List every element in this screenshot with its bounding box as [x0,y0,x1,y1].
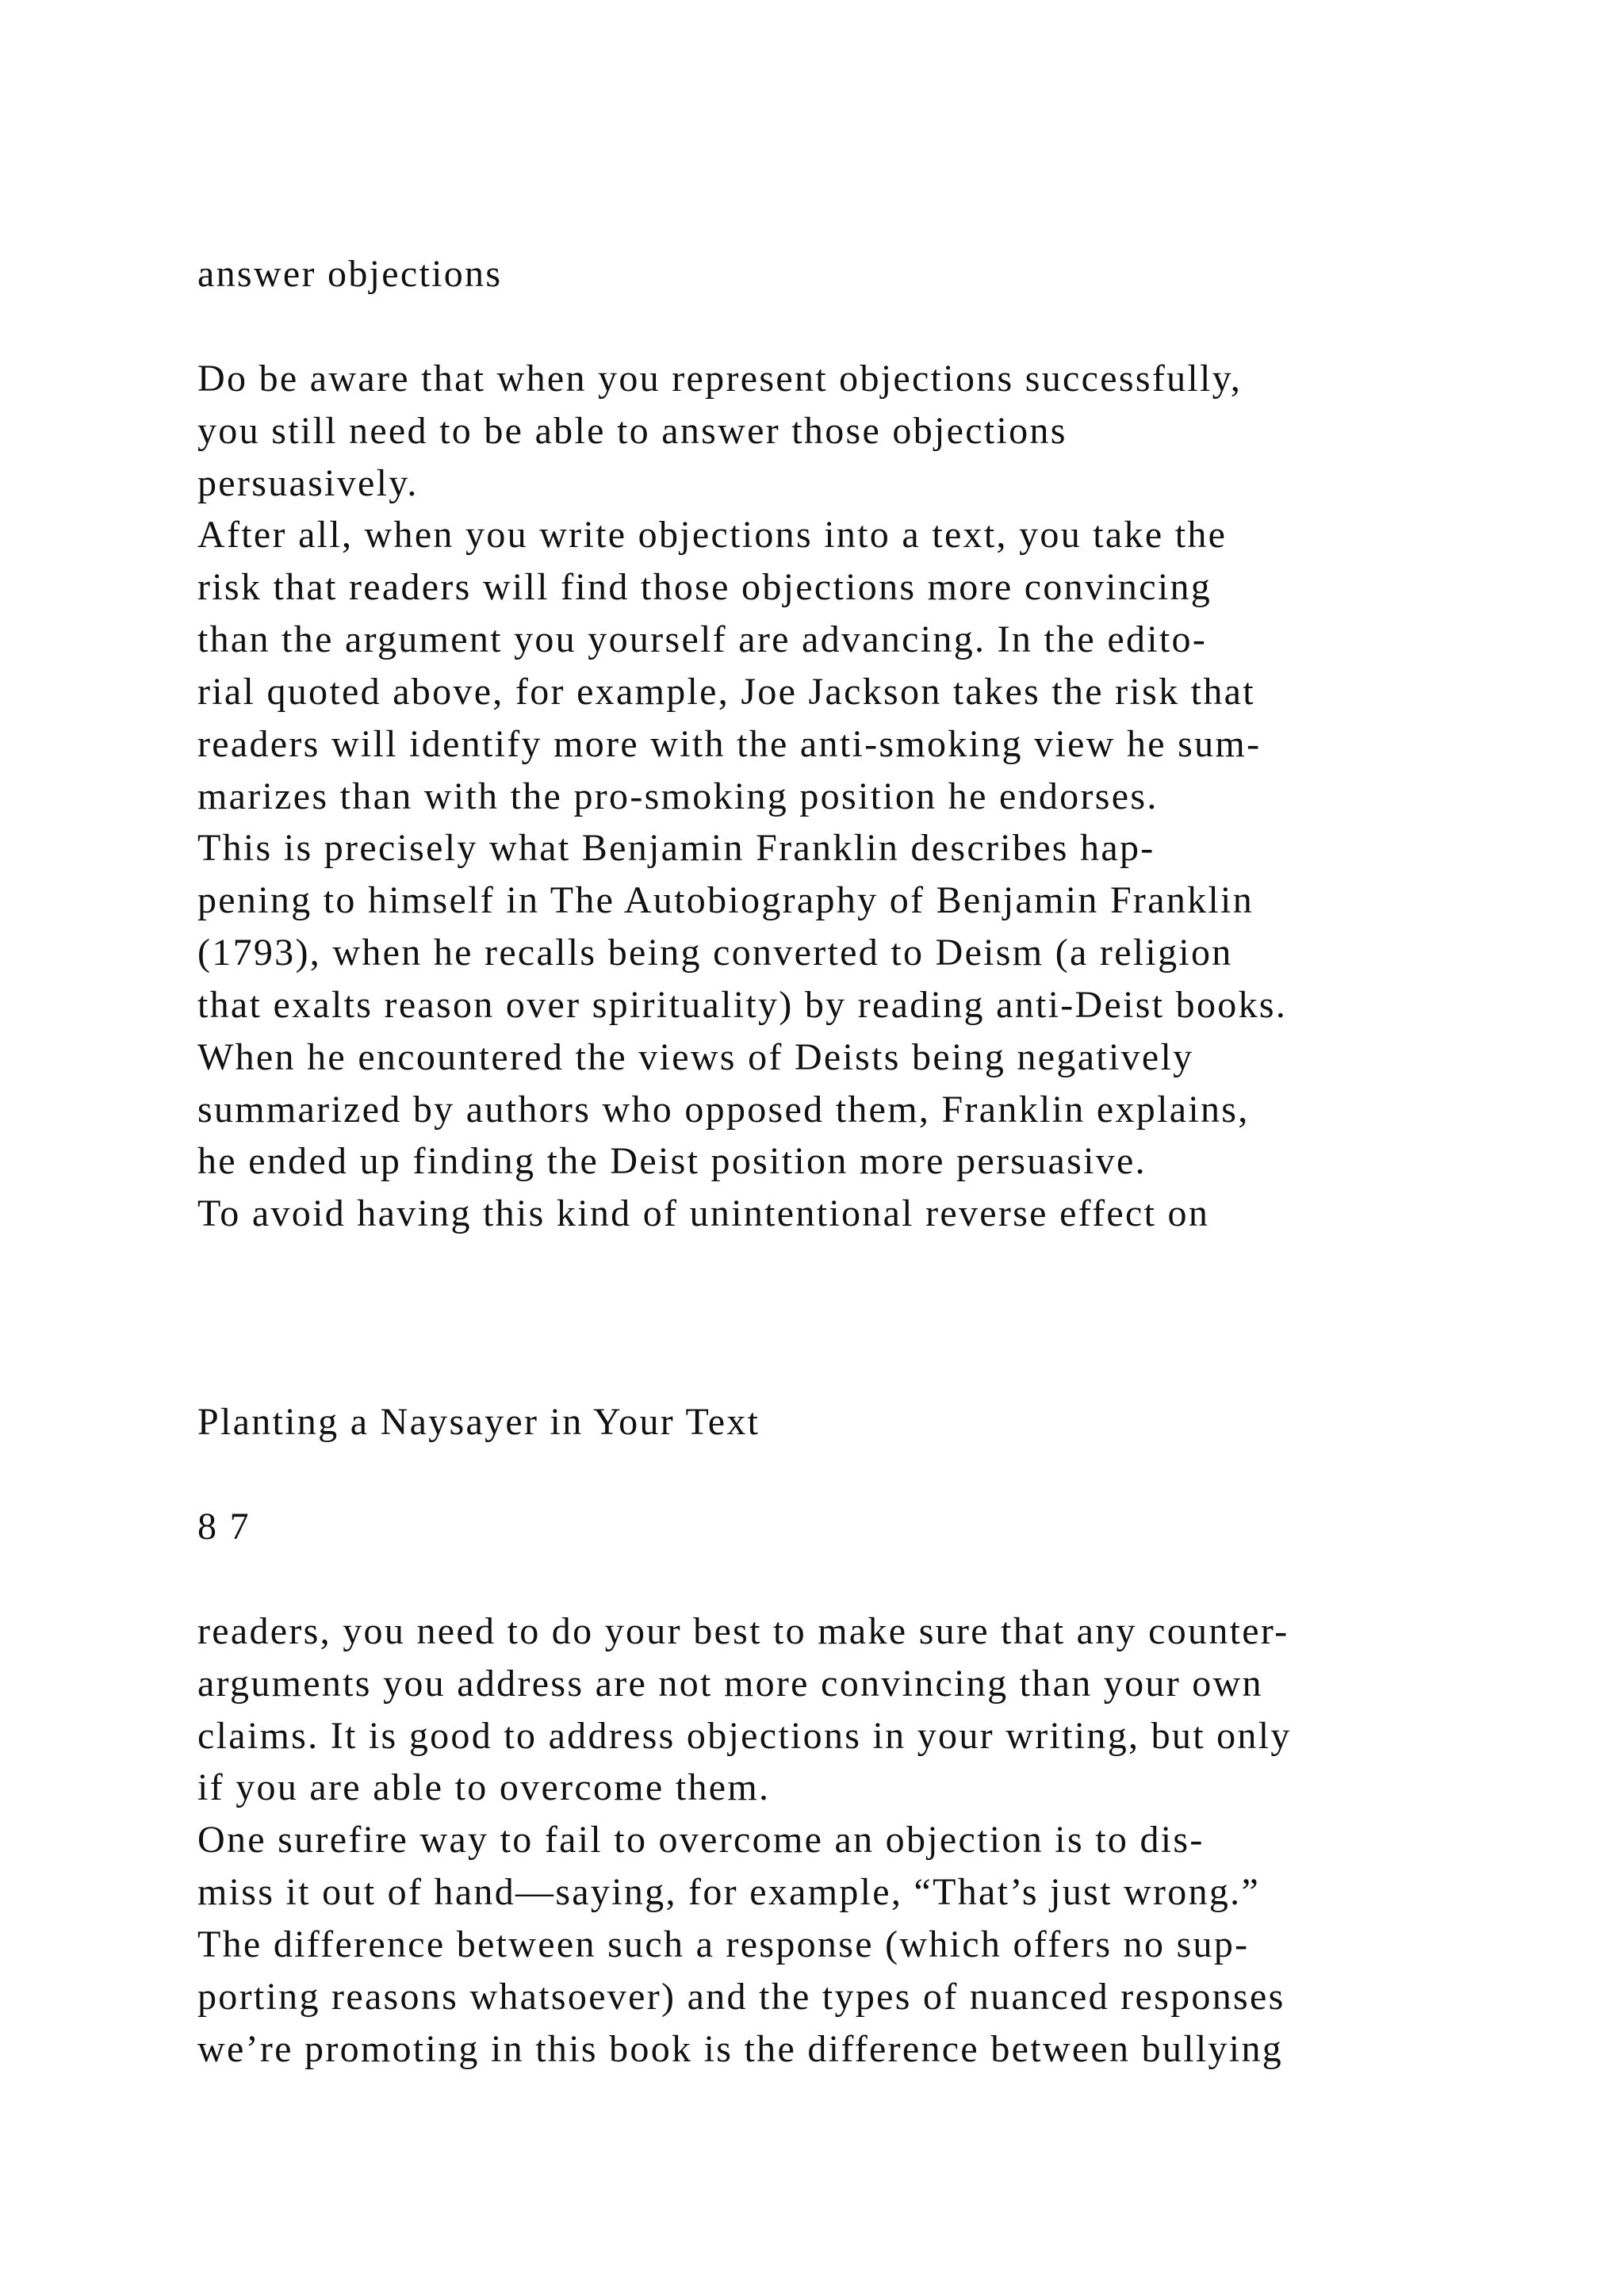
text-line: miss it out of hand—saying, for example, “That’s just wrong.” [197,1871,1261,1913]
page-number: 8 7 [197,1506,251,1548]
text-line: readers will identify more with the anti-smoking view he sum- [197,723,1262,765]
text-line: if you are able to overcome them. [197,1766,771,1808]
text-line: that exalts reason over spirituality) by reading anti-Deist books. [197,984,1288,1026]
running-head: Planting a Naysayer in Your Text [197,1401,760,1443]
text-line: (1793), when he recalls being converted to Deism (a religion [197,932,1233,974]
text-line: risk that readers will find those objections more convincing [197,566,1212,608]
text-line: we’re promoting in this book is the difference between bullying [197,2028,1284,2070]
text-line: marizes than with the pro-smoking position he endorses. [197,775,1159,817]
text-line: summarized by authors who opposed them, Franklin explains, [197,1089,1250,1131]
text-line: One surefire way to fail to overcome an objection is to dis- [197,1819,1205,1861]
text-line: After all, when you write objections into a text, you take the [197,514,1228,556]
text-line: Do be aware that when you represent objections successfully, [197,358,1243,400]
text-line: persuasively. [197,462,419,504]
text-line: readers, you need to do your best to make sure that any counter- [197,1610,1289,1652]
text-line: When he encountered the views of Deists being negatively [197,1036,1194,1078]
text-line: than the argument you yourself are advancing. In the edito- [197,618,1208,660]
text-line: arguments you address are not more convincing than your own [197,1663,1263,1705]
text-line: To avoid having this kind of unintentional reverse effect on [197,1192,1210,1234]
text-line: pening to himself in The Autobiography of Benjamin Franklin [197,879,1254,921]
text-line: The difference between such a response (which offers no sup- [197,1923,1250,1965]
section-heading: answer objections [197,253,503,295]
text-line: you still need to be able to answer those objections [197,410,1067,452]
text-line: claims. It is good to address objections in your writing, but only [197,1715,1292,1757]
text-line: This is precisely what Benjamin Franklin describes hap- [197,827,1155,869]
text-line: he ended up finding the Deist position more persuasive. [197,1140,1147,1182]
text-line: porting reasons whatsoever) and the types of nuanced responses [197,1976,1285,2018]
text-line: rial quoted above, for example, Joe Jackson takes the risk that [197,671,1255,713]
